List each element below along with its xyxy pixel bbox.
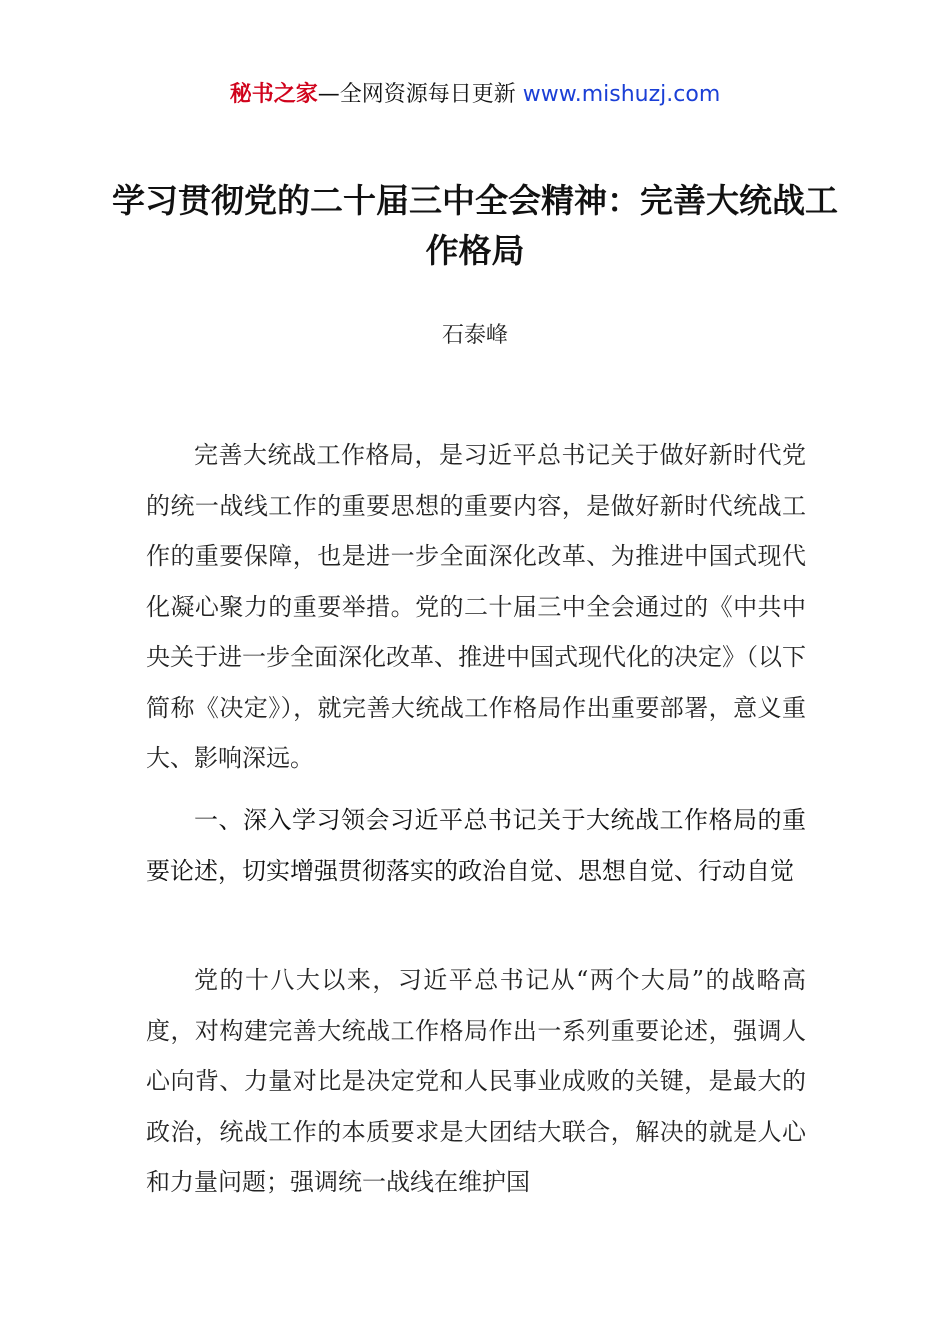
site-tagline: —全网资源每日更新 — [317, 82, 523, 107]
article-title: 学习贯彻党的二十届三中全会精神：完善大统战工作格局 — [112, 181, 838, 270]
article-author: 石泰峰 — [441, 323, 508, 348]
site-url-link[interactable]: www.mishuzj.com — [522, 82, 721, 107]
body-paragraph-1: 完善大统战工作格局，是习近平总书记关于做好新时代党的统一战线工作的重要思想的重要内容，是做好新时代统战工作的重要保障，也是进一步全面深化改革、为推进中国式现代化凝心聚力的重要举措。党的二十届三中全会通过的《中共中央关于进一步全面深化改革、推进中国式现代化的决定》（以下简称《决定》），就完善大统战工作格局作出重要部署，意义重大、影响深远。 — [146, 441, 806, 772]
body-paragraph-2: 党的十八大以来，习近平总书记从“两个大局”的战略高度，对构建完善大统战工作格局作出一系列重要论述，强调人心向背、力量对比是决定党和人民事业成败的关键，是最大的政治，统战工作的本质要求是大团结大联合，解决的就是人心和力量问题；强调统一战线在维护国 — [146, 966, 806, 1196]
section-heading-1: 一、深入学习领会习近平总书记关于大统战工作格局的重要论述，切实增强贯彻落实的政治自觉、思想自觉、行动自觉 — [146, 806, 806, 885]
site-brand: 秘书之家 — [229, 82, 318, 107]
site-header — [0, 80, 950, 110]
